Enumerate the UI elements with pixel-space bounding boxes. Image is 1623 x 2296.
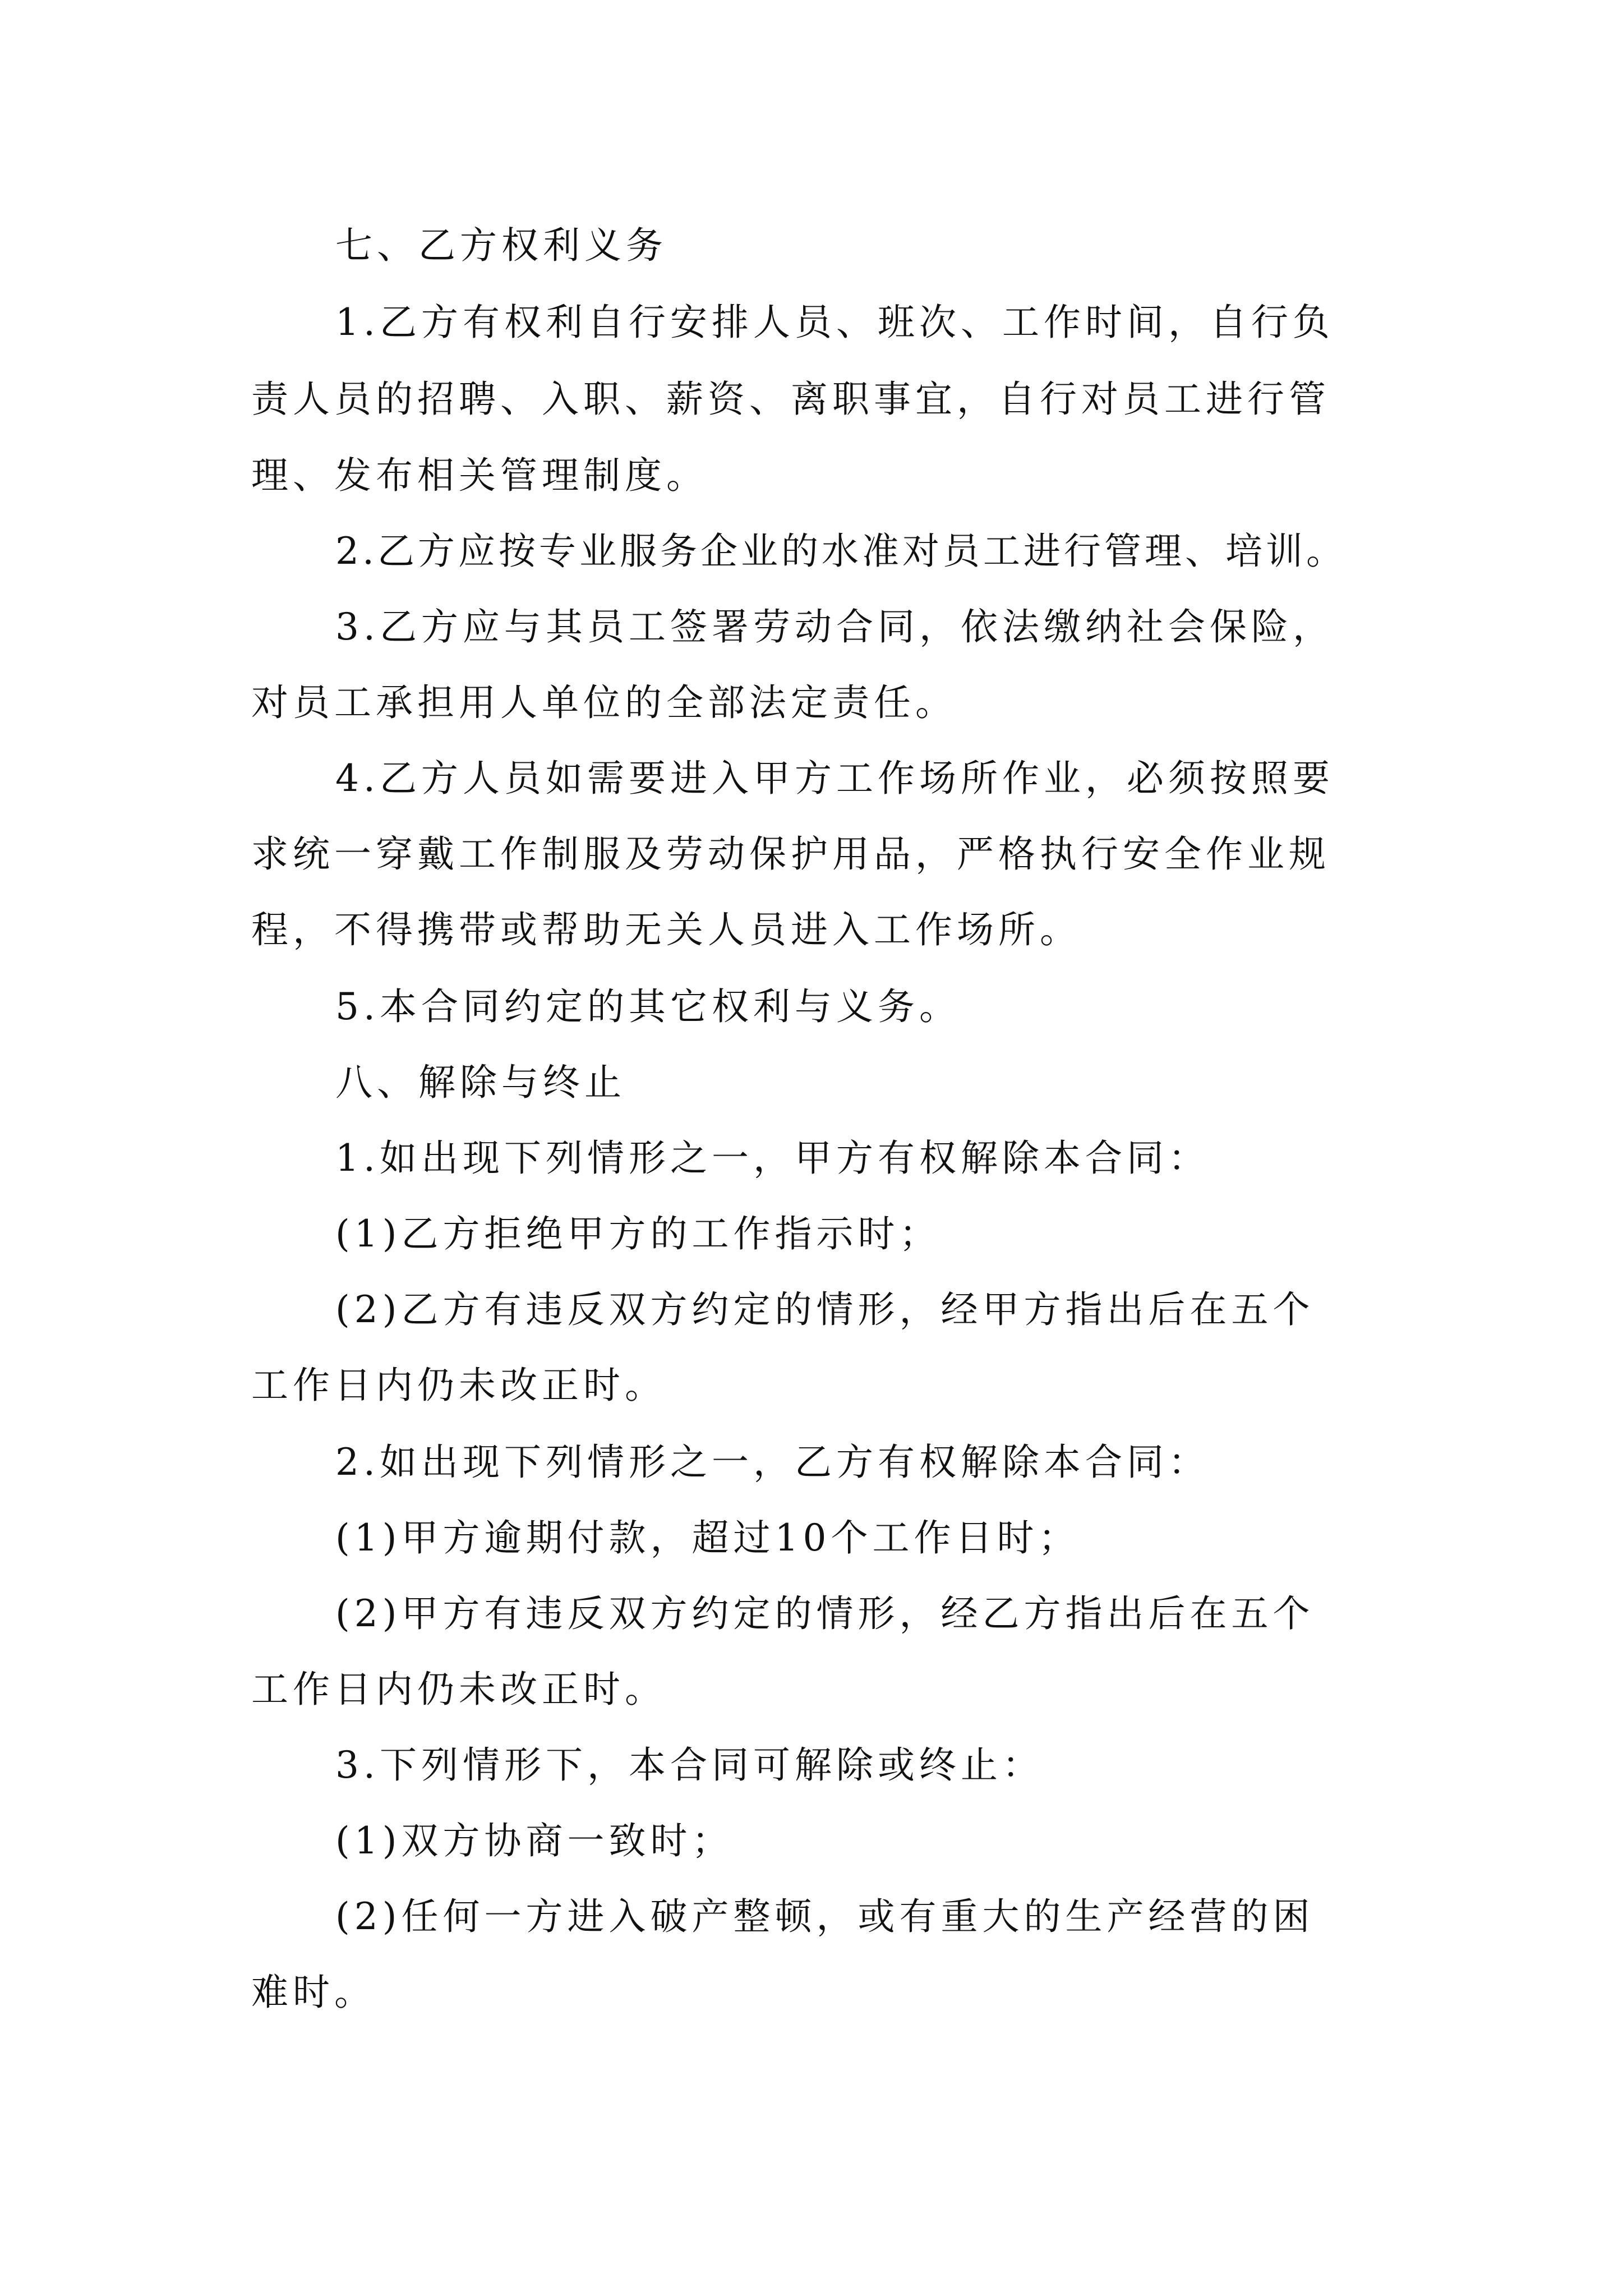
paragraph-line: 程，不得携带或帮助无关人员进入工作场所。 [251, 908, 1081, 951]
paragraph-line: 工作日内仍未改正时。 [251, 1668, 666, 1711]
paragraph-line: 1.乙方有权利自行安排人员、班次、工作时间，自行负 [335, 301, 1334, 344]
paragraph-line: 3.乙方应与其员工签署劳动合同，依法缴纳社会保险， [335, 605, 1334, 648]
paragraph-line: (1)乙方拒绝甲方的工作指示时； [335, 1212, 941, 1255]
paragraph-line: 5.本合同约定的其它权利与义务。 [335, 985, 961, 1028]
paragraph-line: 2.如出现下列情形之一，乙方有权解除本合同： [335, 1441, 1210, 1484]
paragraph-line: 3.下列情形下，本合同可解除或终止： [335, 1743, 1044, 1787]
paragraph-line: 求统一穿戴工作制服及劳动保护用品，严格执行安全作业规 [251, 832, 1330, 876]
paragraph-line: 难时。 [251, 1971, 376, 2014]
paragraph-line: 2.乙方应按专业服务企业的水准对员工进行管理、培训。 [335, 530, 1347, 573]
paragraph-line: 工作日内仍未改正时。 [251, 1364, 666, 1407]
paragraph-line: (1)双方协商一致时； [335, 1819, 734, 1862]
paragraph-line: 理、发布相关管理制度。 [251, 454, 708, 497]
paragraph-line: (1)甲方逾期付款，超过10个工作日时； [335, 1516, 1080, 1559]
paragraph-line: 1.如出现下列情形之一，甲方有权解除本合同： [335, 1137, 1210, 1180]
paragraph-line: 对员工承担用人单位的全部法定责任。 [251, 681, 957, 724]
paragraph-line: (2)乙方有违反双方约定的情形，经甲方指出后在五个 [335, 1288, 1315, 1331]
paragraph-line: 4.乙方人员如需要进入甲方工作场所作业，必须按照要 [335, 757, 1334, 800]
paragraph-line: (2)任何一方进入破产整顿，或有重大的生产经营的困 [335, 1895, 1315, 1938]
paragraph-line: (2)甲方有违反双方约定的情形，经乙方指出后在五个 [335, 1592, 1315, 1635]
section-heading-8: 八、解除与终止 [335, 1061, 626, 1104]
section-heading-7: 七、乙方权利义务 [335, 224, 667, 267]
paragraph-line: 责人员的招聘、入职、薪资、离职事宜，自行对员工进行管 [251, 378, 1330, 421]
